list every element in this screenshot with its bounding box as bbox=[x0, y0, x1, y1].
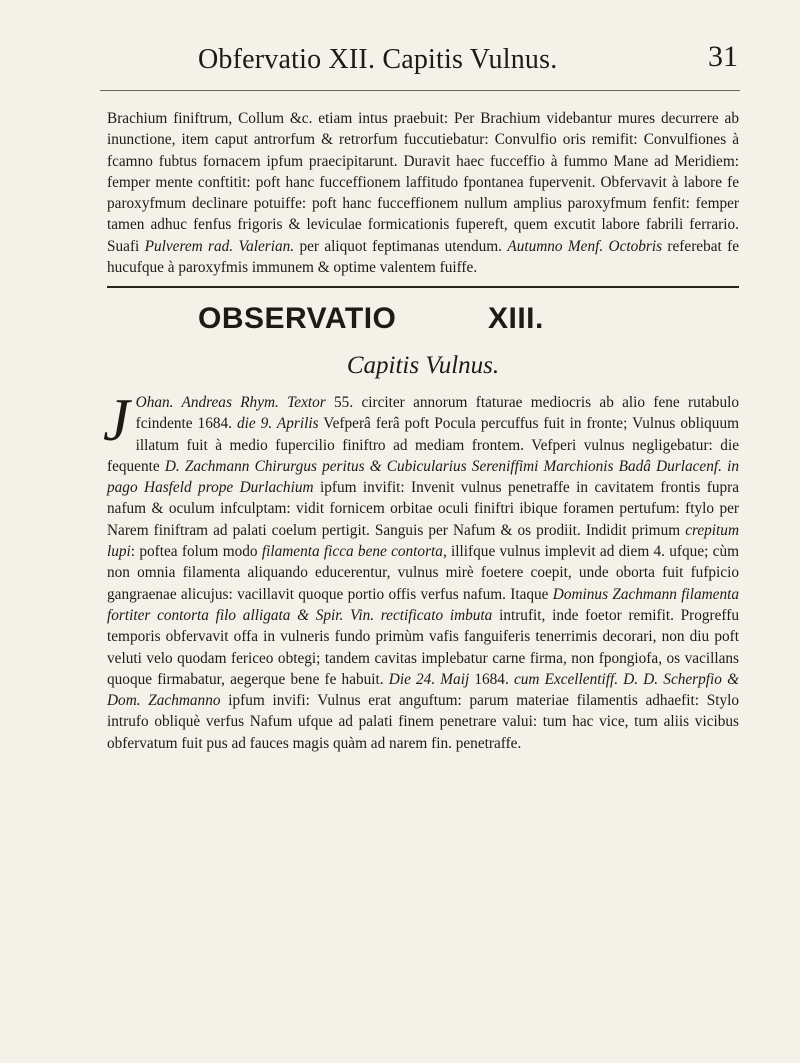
paragraph-text bbox=[103, 387, 740, 754]
observation-heading bbox=[107, 302, 739, 342]
page-number: 31 bbox=[708, 40, 738, 73]
observation-subtitle: Capitis Vulnus. bbox=[346, 352, 500, 379]
text-run: per aliquot feptimanas utendum. bbox=[294, 237, 508, 255]
drop-cap: J bbox=[103, 387, 130, 453]
italic-run: crepitum lupi bbox=[107, 521, 739, 561]
text-run: intrufit, inde foetor remifit. Progreffu temporis obfervavit offa in vulneris fundo primùm vafis fanguiferis tenerrimis decorari, non diu poft veluti velo quodam fericeo obtegi; tandem cavitas implebatur carne firma, non fpongiofa, os vacillans quoque firmabatur, aegerque bene fe habuit. bbox=[107, 606, 739, 688]
observation-number: XIII. bbox=[488, 302, 544, 335]
italic-run: die 9. Aprilis bbox=[236, 415, 319, 433]
italic-run: Autumno Menf. Octobris bbox=[507, 237, 663, 255]
text-run: ipfum invifi: Vulnus erat anguftum: parum materiae filamentis adhaefit: Stylo intrufo obliquè verfus Nafum ufque ad palati finem penetrare valui: tum hac vice, tum aliis vicibus obfervatum fuit pus ad fauces magis quàm ad narem fin. penetraffe. bbox=[107, 692, 739, 752]
section-divider bbox=[107, 286, 739, 288]
text-run: Brachium finiftrum, Collum &c. etiam intus praebuit: Per Brachium videbantur mures decurrere ab inunctione, item caput antrorfum & retrorfum fuccutiebatur: Convulfio oris remifit: Convulfiones à fcamno fubtus fornacem ipfum praecipitarunt. Duravit haec fucceffio à fummo Mane ad Meridiem: femper mente conftitit: poft hanc fucceffionem laffitudo fpontanea fupervenit. Obfervavit à labore fe paroxyfmum declinare potuiffe: poft hanc fucceffionem nullum amplius paroxyfmum fenfit: femper tamen adhuc fenfus frigoris & leviculae formicationis fupereft, quem excutit labore fabrili ferrario. Suafi bbox=[107, 110, 739, 255]
italic-run: Pulverem rad. Valerian. bbox=[144, 237, 295, 255]
observation-word: OBSERVATIO bbox=[198, 302, 397, 335]
text-run: 55. circiter annorum ftaturae mediocris ab alio fene rutabulo fcindente 1684. bbox=[135, 394, 739, 433]
italic-run: cum Excellentiff. D. D. Scherpfio & Dom. Zachmanno bbox=[107, 670, 739, 710]
text-run: referebat fe hucufque à paroxyfmis immunem & optime valentem fuiffe. bbox=[107, 237, 739, 277]
text-run: 1684. bbox=[469, 670, 514, 688]
running-head bbox=[100, 36, 740, 96]
text-run: , illifque vulnus implevit ad diem 4. ufque; cùm non omnia filamenta aliquando educerentur, vulnus mirè foetere coepit, unde oborta fuit fufpicio gangraenae alicujus: vacillavit quoque portio offis verfus nafum. Itaque bbox=[107, 543, 739, 603]
italic-run: Dominus Zachmann filamenta fortiter contorta filo alligata & Spir. Vin. rectificato imbuta bbox=[107, 585, 739, 624]
text-run: ipfum invifit: Invenit vulnus penetraffe in cavitatem frontis fupra nafum & oculum infculptam: vidit fornicem orbitae oculi finiftri ibique foramen pertufum: ftylo per Narem finiftram ad palati coelum pertigit. Sanguis per Nafum & os prodiit. Indidit primum bbox=[107, 479, 740, 539]
running-title: Obfervatio XII. Capitis Vulnus. bbox=[198, 44, 558, 75]
header-rule bbox=[100, 90, 740, 91]
italic-run: D. Zachmann Chirurgus peritus & Cubicularius Sereniffimi Marchionis Badâ Durlacenf. in pago Hasfeld prope Durlachium bbox=[107, 457, 739, 497]
italic-run: filamenta ficca bene contorta bbox=[261, 543, 443, 561]
italic-run: Ohan. Andreas Rhym. Textor bbox=[135, 394, 326, 411]
text-run: : poftea folum modo bbox=[130, 543, 262, 561]
text-run: Vefperâ ferâ poft Pocula percuffus fuit in fronte; Vulnus obliquum illatum fuit à medio fupercilio finiftro ad mediam frontem. Vefperi vulnus negligebatur: die fequente bbox=[107, 415, 739, 475]
italic-run: Die 24. Maij bbox=[388, 670, 470, 688]
observation-xii-conclusion bbox=[107, 108, 739, 278]
observation-xiii-body bbox=[103, 387, 740, 754]
paragraph-text bbox=[107, 108, 739, 278]
